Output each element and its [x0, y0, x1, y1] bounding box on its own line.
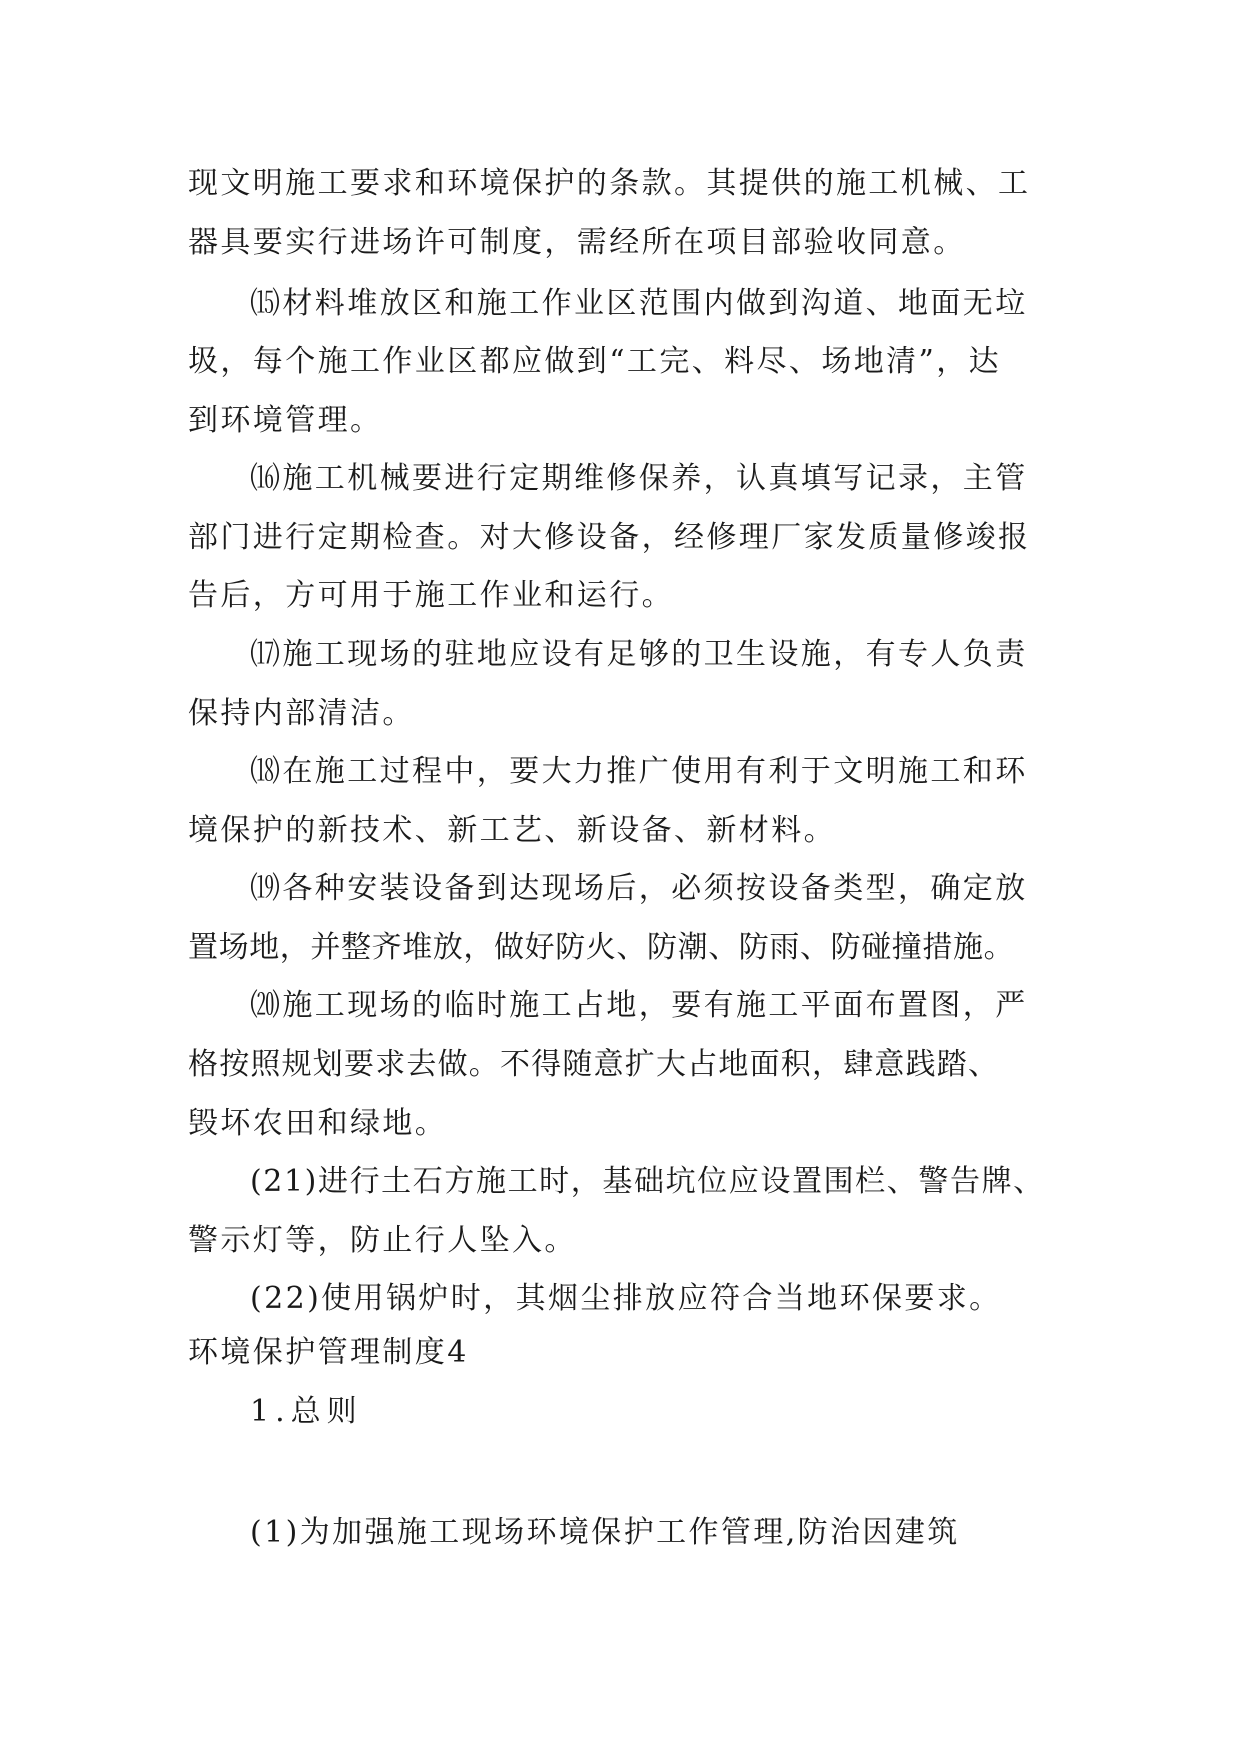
paragraph-line: 现文明施工要求和环境保护的条款。其提供的施工机械、工 [188, 166, 1031, 201]
paragraph-line: (1)为加强施工现场环境保护工作管理,防治因建筑 [250, 1515, 960, 1550]
paragraph-line: ⒄施工现场的驻地应设有足够的卫生设施，有专人负责 [250, 637, 1028, 672]
paragraph-line: 格按照规划要求去做。不得随意扩大占地面积，肆意践踏、 [188, 1047, 1000, 1082]
paragraph-line: 保持内部清洁。 [188, 696, 415, 731]
paragraph-line: 到环境管理。 [188, 403, 383, 438]
section-heading: 环境保护管理制度4 [188, 1335, 469, 1370]
paragraph-line: 器具要实行进场许可制度，需经所在项目部验收同意。 [188, 225, 966, 260]
paragraph-line: 境保护的新技术、新工艺、新设备、新材料。 [188, 813, 836, 848]
paragraph-line: ⒃施工机械要进行定期维修保养，认真填写记录，主管 [250, 461, 1028, 496]
paragraph-line: ⒅在施工过程中，要大力推广使用有利于文明施工和环 [250, 754, 1028, 789]
paragraph-line: ⒆各种安装设备到达现场后，必须按设备类型，确定放 [250, 871, 1028, 906]
paragraph-line: 毁坏农田和绿地。 [188, 1106, 448, 1141]
paragraph-line: ⒂材料堆放区和施工作业区范围内做到沟道、地面无垃 [250, 286, 1028, 321]
paragraph-line: (22)使用锅炉时，其烟尘排放应符合当地环保要求。 [250, 1281, 1002, 1316]
subheading: 1.总则 [250, 1394, 363, 1429]
paragraph-line: ⒇施工现场的临时施工占地，要有施工平面布置图，严 [250, 988, 1028, 1023]
paragraph-line: 圾，每个施工作业区都应做到“工完、料尽、场地清”，达 [188, 344, 1002, 379]
paragraph-line: 告后，方可用于施工作业和运行。 [188, 578, 674, 613]
paragraph-line: 警示灯等，防止行人坠入。 [188, 1223, 577, 1258]
paragraph-line: 部门进行定期检查。对大修设备，经修理厂家发质量修竣报 [188, 520, 1031, 555]
paragraph-line: (21)进行土石方施工时，基础坑位应设置围栏、警告牌、 [250, 1164, 1045, 1199]
paragraph-line: 置场地，并整齐堆放，做好防火、防潮、防雨、防碰撞措施。 [188, 930, 1015, 965]
